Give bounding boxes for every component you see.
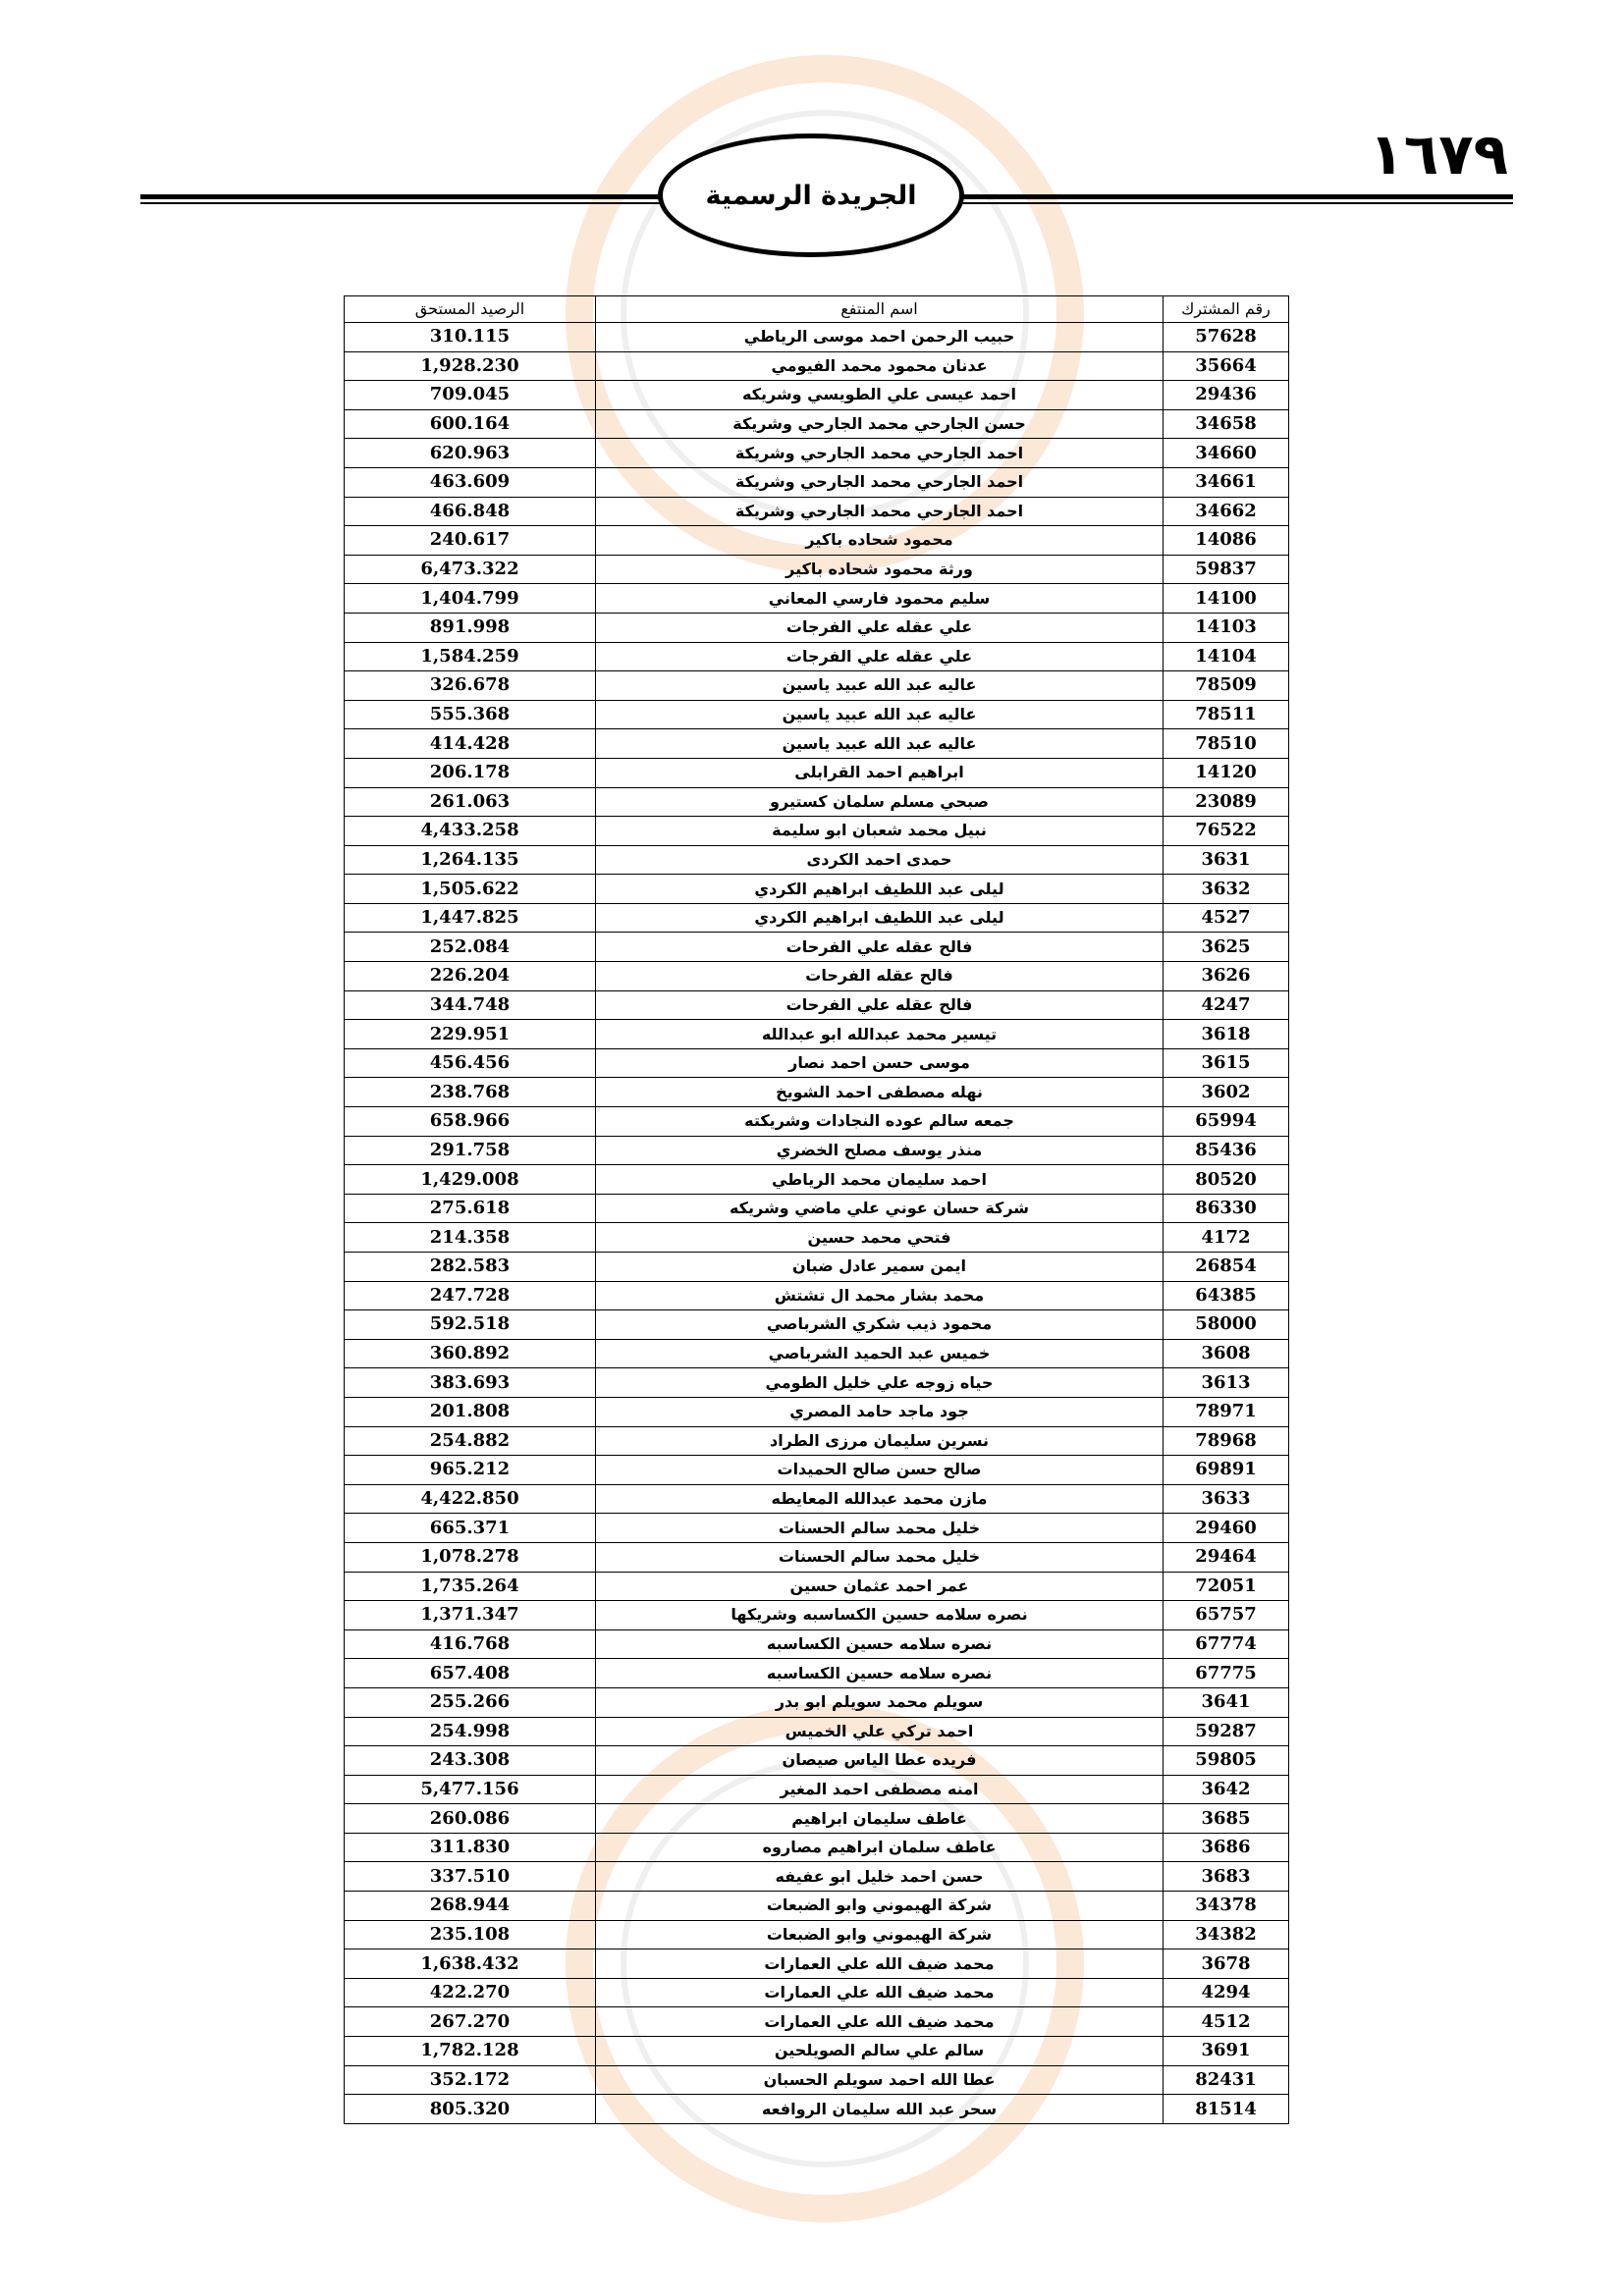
beneficiary-name-cell: فريده عطا الياس صيصان xyxy=(596,1746,1164,1776)
table-row xyxy=(345,671,1289,701)
beneficiary-name-cell: خليل محمد سالم الحسنات xyxy=(596,1514,1164,1543)
subscriber-number-cell: 3678 xyxy=(1164,1949,1289,1979)
balance-cell: 226.204 xyxy=(345,962,596,991)
subscriber-number-cell: 76522 xyxy=(1164,817,1289,846)
balance-cell: 235.108 xyxy=(345,1920,596,1949)
table-row xyxy=(345,1629,1289,1659)
subscriber-number-cell: 64385 xyxy=(1164,1281,1289,1310)
beneficiary-name-cell: علي عقله علي الفرجات xyxy=(596,642,1164,671)
balance-cell: 240.617 xyxy=(345,526,596,556)
balance-cell: 891.998 xyxy=(345,613,596,642)
table-row xyxy=(345,1746,1289,1776)
table-row xyxy=(345,1514,1289,1543)
subscriber-number-cell: 72051 xyxy=(1164,1572,1289,1601)
beneficiary-name-cell: عدنان محمود محمد الفيومي xyxy=(596,351,1164,381)
subscriber-number-cell: 59837 xyxy=(1164,555,1289,584)
beneficiary-name-cell: مازن محمد عبدالله المعايطه xyxy=(596,1484,1164,1514)
beneficiary-name-cell: حسن الجارحي محمد الجارحي وشريكة xyxy=(596,409,1164,439)
subscriber-number-cell: 80520 xyxy=(1164,1165,1289,1195)
table-row xyxy=(345,1281,1289,1310)
balance-cell: 456.456 xyxy=(345,1048,596,1078)
table-row xyxy=(345,1397,1289,1426)
balance-cell: 1,264.135 xyxy=(345,845,596,875)
subscriber-number-cell: 34660 xyxy=(1164,439,1289,468)
beneficiary-name-cell: ليلى عبد اللطيف ابراهيم الكردي xyxy=(596,875,1164,904)
table-row xyxy=(345,2065,1289,2095)
beneficiary-name-cell: نصره سلامه حسين الكساسبه xyxy=(596,1659,1164,1688)
balance-cell: 1,505.622 xyxy=(345,875,596,904)
subscriber-number-cell: 34662 xyxy=(1164,497,1289,526)
subscriber-number-cell: 3641 xyxy=(1164,1687,1289,1717)
subscriber-number-cell: 78971 xyxy=(1164,1397,1289,1426)
beneficiary-name-cell: عاليه عبد الله عبيد ياسين xyxy=(596,700,1164,729)
subscriber-number-cell: 81514 xyxy=(1164,2095,1289,2124)
beneficiary-name-cell: حسن احمد خليل ابو عفيفه xyxy=(596,1862,1164,1892)
subscriber-number-cell: 85436 xyxy=(1164,1136,1289,1165)
table-row xyxy=(345,962,1289,991)
table-row xyxy=(345,555,1289,584)
beneficiary-name-cell: شركة الهيموني وابو الضبعات xyxy=(596,1920,1164,1949)
balance-cell: 267.270 xyxy=(345,2007,596,2037)
beneficiary-name-cell: فتحي محمد حسين xyxy=(596,1223,1164,1253)
table-row xyxy=(345,1107,1289,1137)
beneficiary-name-cell: صالح حسن صالح الحميدات xyxy=(596,1456,1164,1485)
balance-cell: 5,477.156 xyxy=(345,1775,596,1804)
subscriber-number-cell: 3618 xyxy=(1164,1020,1289,1049)
beneficiary-name-cell: محمود شحاده باكير xyxy=(596,526,1164,556)
subscriber-number-cell: 3626 xyxy=(1164,962,1289,991)
table-row xyxy=(345,1020,1289,1049)
subscriber-number-cell: 35664 xyxy=(1164,351,1289,381)
subscriber-number-cell: 3615 xyxy=(1164,1048,1289,1078)
table-row xyxy=(345,409,1289,439)
subscriber-number-cell: 26854 xyxy=(1164,1253,1289,1282)
subscriber-number-cell: 78510 xyxy=(1164,729,1289,759)
balance-cell: 4,422.850 xyxy=(345,1484,596,1514)
subscriber-number-cell: 23089 xyxy=(1164,787,1289,817)
balance-cell: 414.428 xyxy=(345,729,596,759)
balance-cell: 1,638.432 xyxy=(345,1949,596,1979)
subscriber-number-cell: 3602 xyxy=(1164,1078,1289,1107)
balance-cell: 1,928.230 xyxy=(345,351,596,381)
table-row xyxy=(345,1542,1289,1572)
table-row xyxy=(345,2037,1289,2066)
subscriber-number-cell: 58000 xyxy=(1164,1310,1289,1340)
subscriber-number-cell: 34661 xyxy=(1164,467,1289,497)
table-row xyxy=(345,2095,1289,2124)
subscriber-number-cell: 3631 xyxy=(1164,845,1289,875)
table-row xyxy=(345,729,1289,759)
balance-cell: 709.045 xyxy=(345,381,596,410)
balance-cell: 6,473.322 xyxy=(345,555,596,584)
balance-cell: 261.063 xyxy=(345,787,596,817)
beneficiary-name-cell: نهله مصطفى احمد الشويخ xyxy=(596,1078,1164,1107)
subscriber-number-cell: 57628 xyxy=(1164,323,1289,352)
subscriber-number-cell: 3632 xyxy=(1164,875,1289,904)
balance-cell: 416.768 xyxy=(345,1629,596,1659)
subscriber-number-cell: 34382 xyxy=(1164,1920,1289,1949)
subscriber-number-cell: 4172 xyxy=(1164,1223,1289,1253)
balance-cell: 254.998 xyxy=(345,1717,596,1746)
balance-cell: 260.086 xyxy=(345,1804,596,1834)
table-row xyxy=(345,1659,1289,1688)
table-row xyxy=(345,584,1289,614)
table-row xyxy=(345,1978,1289,2007)
subscriber-number-cell: 67775 xyxy=(1164,1659,1289,1688)
subscriber-number-cell: 59805 xyxy=(1164,1746,1289,1776)
table-row xyxy=(345,1572,1289,1601)
subscriber-number-cell: 29460 xyxy=(1164,1514,1289,1543)
subscriber-number-cell: 4512 xyxy=(1164,2007,1289,2037)
table-row xyxy=(345,1223,1289,1253)
beneficiary-name-cell: نسرين سليمان مرزى الطراد xyxy=(596,1426,1164,1456)
subscriber-number-cell: 3633 xyxy=(1164,1484,1289,1514)
balance-cell: 466.848 xyxy=(345,497,596,526)
balance-cell: 463.609 xyxy=(345,467,596,497)
beneficiary-name-cell: حبيب الرحمن احمد موسى الرياطي xyxy=(596,323,1164,352)
subscriber-number-cell: 86330 xyxy=(1164,1194,1289,1223)
balance-cell: 965.212 xyxy=(345,1456,596,1485)
subscriber-number-cell: 4247 xyxy=(1164,990,1289,1020)
beneficiary-name-cell: عاليه عبد الله عبيد ياسين xyxy=(596,729,1164,759)
table-header-row xyxy=(345,296,1289,323)
balance-cell: 247.728 xyxy=(345,1281,596,1310)
balance-cell: 310.115 xyxy=(345,323,596,352)
balance-cell: 1,782.128 xyxy=(345,2037,596,2066)
balance-cell: 344.748 xyxy=(345,990,596,1020)
beneficiary-name-cell: عاليه عبد الله عبيد ياسين xyxy=(596,671,1164,701)
balance-cell: 311.830 xyxy=(345,1833,596,1862)
balance-cell: 4,433.258 xyxy=(345,817,596,846)
subscriber-number-cell: 3625 xyxy=(1164,933,1289,962)
table-row xyxy=(345,323,1289,352)
beneficiary-name-cell: خليل محمد سالم الحسنات xyxy=(596,1542,1164,1572)
beneficiary-name-cell: سويلم محمد سويلم ابو بدر xyxy=(596,1687,1164,1717)
balance-cell: 268.944 xyxy=(345,1892,596,1921)
balance-cell: 275.618 xyxy=(345,1194,596,1223)
subscriber-number-cell: 14100 xyxy=(1164,584,1289,614)
beneficiary-name-cell: احمد الجارحي محمد الجارحي وشريكة xyxy=(596,497,1164,526)
table-row xyxy=(345,1339,1289,1368)
table-row xyxy=(345,1136,1289,1165)
balances-table xyxy=(344,295,1289,2124)
subscriber-number-cell: 14086 xyxy=(1164,526,1289,556)
balance-cell: 201.808 xyxy=(345,1397,596,1426)
balance-cell: 229.951 xyxy=(345,1020,596,1049)
beneficiary-name-cell: احمد الجارحي محمد الجارحي وشريكة xyxy=(596,439,1164,468)
subscriber-number-cell: 3691 xyxy=(1164,2037,1289,2066)
beneficiary-name-cell: امنه مصطفى احمد المغير xyxy=(596,1775,1164,1804)
balance-cell: 600.164 xyxy=(345,409,596,439)
balance-cell: 1,371.347 xyxy=(345,1601,596,1630)
balance-cell: 592.518 xyxy=(345,1310,596,1340)
balance-cell: 252.084 xyxy=(345,933,596,962)
table-row xyxy=(345,1048,1289,1078)
beneficiary-name-cell: منذر يوسف مصلح الخضري xyxy=(596,1136,1164,1165)
beneficiary-name-cell: نصره سلامه حسين الكساسبه وشريكها xyxy=(596,1601,1164,1630)
beneficiary-name-cell: احمد الجارحي محمد الجارحي وشريكة xyxy=(596,467,1164,497)
balance-cell: 805.320 xyxy=(345,2095,596,2124)
subscriber-number-cell: 65757 xyxy=(1164,1601,1289,1630)
table-row xyxy=(345,1804,1289,1834)
table-row xyxy=(345,903,1289,933)
table-row xyxy=(345,1165,1289,1195)
subscriber-number-cell: 3686 xyxy=(1164,1833,1289,1862)
table-row xyxy=(345,526,1289,556)
beneficiary-name-cell: سحر عبد الله سليمان الروافعه xyxy=(596,2095,1164,2124)
table-row xyxy=(345,1253,1289,1282)
balance-cell: 291.758 xyxy=(345,1136,596,1165)
beneficiary-name-cell: محمد ضيف الله علي العمارات xyxy=(596,1978,1164,2007)
beneficiary-name-cell: حمدى احمد الكردى xyxy=(596,845,1164,875)
subscriber-number-cell: 67774 xyxy=(1164,1629,1289,1659)
balance-cell: 326.678 xyxy=(345,671,596,701)
balance-cell: 1,447.825 xyxy=(345,903,596,933)
beneficiary-name-cell: عاطف سليمان ابراهيم xyxy=(596,1804,1164,1834)
table-row xyxy=(345,1775,1289,1804)
beneficiary-name-cell: علي عقله علي الفرجات xyxy=(596,613,1164,642)
beneficiary-name-cell: جود ماجد حامد المصري xyxy=(596,1397,1164,1426)
beneficiary-name-cell: ايمن سمير عادل ضبان xyxy=(596,1253,1164,1282)
beneficiary-name-cell: نبيل محمد شعبان ابو سليمة xyxy=(596,817,1164,846)
beneficiary-name-cell: فالح عقله علي الفرحات xyxy=(596,990,1164,1020)
subscriber-number-cell: 34378 xyxy=(1164,1892,1289,1921)
balance-cell: 1,735.264 xyxy=(345,1572,596,1601)
beneficiary-name-cell: موسى حسن احمد نصار xyxy=(596,1048,1164,1078)
subscriber-number-cell: 3613 xyxy=(1164,1368,1289,1398)
page-number: ١٦٧٩ xyxy=(1369,121,1508,187)
subscriber-number-cell: 4294 xyxy=(1164,1978,1289,2007)
table-row xyxy=(345,1194,1289,1223)
beneficiary-name-cell: حياه زوجه علي خليل الطومي xyxy=(596,1368,1164,1398)
beneficiary-name-cell: عمر احمد عثمان حسين xyxy=(596,1572,1164,1601)
table-row xyxy=(345,1078,1289,1107)
table-row xyxy=(345,758,1289,787)
page-title: الجريدة الرسمية xyxy=(705,180,917,211)
subscriber-number-cell: 29464 xyxy=(1164,1542,1289,1572)
beneficiary-name-cell: احمد عيسى علي الطويسي وشريكه xyxy=(596,381,1164,410)
table-row xyxy=(345,1368,1289,1398)
table-row xyxy=(345,1920,1289,1949)
table-row xyxy=(345,817,1289,846)
beneficiary-name-cell: عطا الله احمد سويلم الحسبان xyxy=(596,2065,1164,2095)
subscriber-number-cell: 14120 xyxy=(1164,758,1289,787)
subscriber-number-cell: 82431 xyxy=(1164,2065,1289,2095)
subscriber-number-cell: 3685 xyxy=(1164,1804,1289,1834)
table-row xyxy=(345,381,1289,410)
balance-cell: 282.583 xyxy=(345,1253,596,1282)
beneficiary-name-cell: احمد سليمان محمد الرياطي xyxy=(596,1165,1164,1195)
balance-cell: 665.371 xyxy=(345,1514,596,1543)
beneficiary-name-cell: ابراهيم احمد القرابلى xyxy=(596,758,1164,787)
header-title-oval xyxy=(658,133,964,257)
table-row xyxy=(345,351,1289,381)
table-row xyxy=(345,1426,1289,1456)
table-row xyxy=(345,613,1289,642)
balance-cell: 657.408 xyxy=(345,1659,596,1688)
subscriber-number-cell: 29436 xyxy=(1164,381,1289,410)
balance-cell: 337.510 xyxy=(345,1862,596,1892)
subscriber-number-cell: 78509 xyxy=(1164,671,1289,701)
beneficiary-name-cell: نصره سلامه حسين الكساسبه xyxy=(596,1629,1164,1659)
beneficiary-name-cell: فالح عقله الفرحات xyxy=(596,962,1164,991)
table-row xyxy=(345,1717,1289,1746)
table-row xyxy=(345,933,1289,962)
beneficiary-name-cell: سالم علي سالم الصويلحين xyxy=(596,2037,1164,2066)
header-subscriber-number: رقم المشترك xyxy=(1164,296,1289,323)
subscriber-number-cell: 65994 xyxy=(1164,1107,1289,1137)
table-row xyxy=(345,497,1289,526)
table-row xyxy=(345,875,1289,904)
subscriber-number-cell: 59287 xyxy=(1164,1717,1289,1746)
balance-cell: 1,078.278 xyxy=(345,1542,596,1572)
table-row xyxy=(345,1687,1289,1717)
beneficiary-name-cell: خميس عبد الحميد الشرباصي xyxy=(596,1339,1164,1368)
balance-cell: 1,429.008 xyxy=(345,1165,596,1195)
table-body xyxy=(345,323,1289,2124)
beneficiary-name-cell: محمد ضيف الله علي العمارات xyxy=(596,1949,1164,1979)
table-row xyxy=(345,1310,1289,1340)
subscriber-number-cell: 4527 xyxy=(1164,903,1289,933)
beneficiary-name-cell: شركة الهيموني وابو الضبعات xyxy=(596,1892,1164,1921)
table-row xyxy=(345,467,1289,497)
balance-cell: 206.178 xyxy=(345,758,596,787)
table-row xyxy=(345,439,1289,468)
subscriber-number-cell: 14104 xyxy=(1164,642,1289,671)
balance-cell: 254.882 xyxy=(345,1426,596,1456)
beneficiary-name-cell: صبحي مسلم سلمان كستيرو xyxy=(596,787,1164,817)
balance-cell: 243.308 xyxy=(345,1746,596,1776)
beneficiary-name-cell: ورثة محمود شحاده باكير xyxy=(596,555,1164,584)
balance-cell: 658.966 xyxy=(345,1107,596,1137)
balance-cell: 352.172 xyxy=(345,2065,596,2095)
beneficiary-name-cell: محمود ذيب شكري الشرباصي xyxy=(596,1310,1164,1340)
table-row xyxy=(345,1833,1289,1862)
balance-cell: 1,584.259 xyxy=(345,642,596,671)
table-row xyxy=(345,642,1289,671)
table-row xyxy=(345,990,1289,1020)
subscriber-number-cell: 3683 xyxy=(1164,1862,1289,1892)
balance-cell: 360.892 xyxy=(345,1339,596,1368)
subscriber-number-cell: 34658 xyxy=(1164,409,1289,439)
balance-cell: 555.368 xyxy=(345,700,596,729)
balance-cell: 383.693 xyxy=(345,1368,596,1398)
table-row xyxy=(345,1949,1289,1979)
beneficiary-name-cell: احمد تركي علي الخميس xyxy=(596,1717,1164,1746)
table-row xyxy=(345,845,1289,875)
table-row xyxy=(345,2007,1289,2037)
beneficiary-name-cell: محمد ضيف الله علي العمارات xyxy=(596,2007,1164,2037)
balance-cell: 1,404.799 xyxy=(345,584,596,614)
header-balance-due: الرصيد المستحق xyxy=(345,296,596,323)
subscriber-number-cell: 78511 xyxy=(1164,700,1289,729)
table-row xyxy=(345,1456,1289,1485)
subscriber-number-cell: 14103 xyxy=(1164,613,1289,642)
beneficiary-name-cell: شركة حسان عوني علي ماضي وشريكه xyxy=(596,1194,1164,1223)
subscriber-number-cell: 3608 xyxy=(1164,1339,1289,1368)
balance-cell: 214.358 xyxy=(345,1223,596,1253)
table-row xyxy=(345,1484,1289,1514)
header-beneficiary-name: اسم المنتفع xyxy=(596,296,1164,323)
beneficiary-name-cell: فالح عقله علي الفرحات xyxy=(596,933,1164,962)
beneficiary-name-cell: جمعه سالم عوده النجادات وشريكته xyxy=(596,1107,1164,1137)
beneficiary-name-cell: محمد بشار محمد ال تشتش xyxy=(596,1281,1164,1310)
balance-cell: 422.270 xyxy=(345,1978,596,2007)
subscriber-number-cell: 3642 xyxy=(1164,1775,1289,1804)
beneficiary-name-cell: تيسير محمد عبدالله ابو عبدالله xyxy=(596,1020,1164,1049)
balance-cell: 238.768 xyxy=(345,1078,596,1107)
balance-cell: 255.266 xyxy=(345,1687,596,1717)
beneficiary-name-cell: عاطف سلمان ابراهيم مصاروه xyxy=(596,1833,1164,1862)
beneficiary-name-cell: سليم محمود فارسي المعاني xyxy=(596,584,1164,614)
balance-cell: 620.963 xyxy=(345,439,596,468)
beneficiary-name-cell: ليلى عبد اللطيف ابراهيم الكردي xyxy=(596,903,1164,933)
subscriber-number-cell: 69891 xyxy=(1164,1456,1289,1485)
table-row xyxy=(345,1892,1289,1921)
table-row xyxy=(345,1601,1289,1630)
table-row xyxy=(345,787,1289,817)
subscriber-number-cell: 78968 xyxy=(1164,1426,1289,1456)
table-row xyxy=(345,1862,1289,1892)
table-row xyxy=(345,700,1289,729)
